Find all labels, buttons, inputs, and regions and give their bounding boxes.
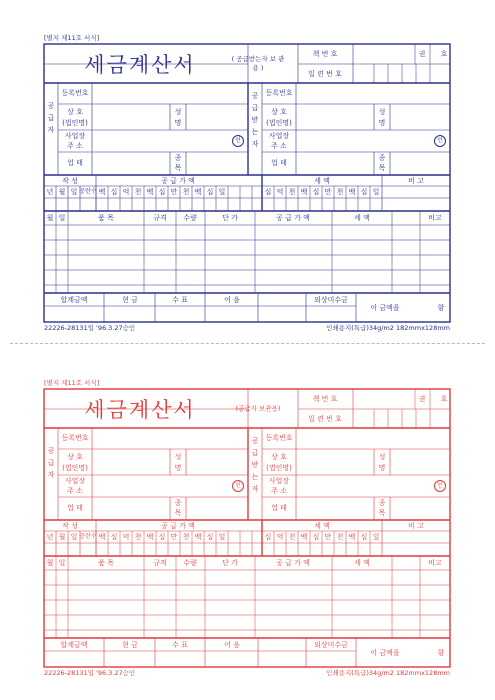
- item-header-label: 공 급 가 액: [276, 559, 310, 567]
- supplier-name-label-2: 명: [174, 464, 182, 472]
- supplier-seal-mark: 인: [232, 135, 244, 147]
- tax-digit-label: 천: [288, 533, 296, 541]
- recipient-vertical-label: 공급받는자: [251, 92, 259, 148]
- recipient-seal-mark: 인: [434, 480, 446, 492]
- tax-digit-label: 십: [312, 533, 320, 541]
- day-label: 일: [70, 188, 78, 196]
- month-label: 월: [58, 188, 66, 196]
- note-label: 어 음: [224, 296, 240, 304]
- item-header-label: 품 목: [98, 214, 114, 222]
- check-label: 수 표: [172, 296, 188, 304]
- tax-header: 세 액: [314, 522, 330, 530]
- recipient-item-label-1: 종: [378, 154, 386, 162]
- tax-digit-label: 일: [372, 188, 380, 196]
- invoice-title: 세금계산서: [84, 398, 196, 422]
- item-header-label: 규격: [153, 214, 167, 222]
- supplier-address-label-2: 주 소: [67, 142, 83, 150]
- tax-digit-label: 십: [264, 188, 272, 196]
- supply-digit-label: 백: [194, 188, 202, 196]
- item-label: 호: [440, 50, 448, 58]
- supplier-business-type-label: 업 태: [67, 504, 83, 512]
- supply-digit-label: 십: [158, 188, 166, 196]
- tax-digit-label: 십: [312, 188, 320, 196]
- supply-digit-label: 천: [182, 188, 190, 196]
- approval-text: 22226-28131일 '96.3.27승인: [44, 669, 136, 677]
- supplier-business-name-label: 상 호: [67, 108, 83, 116]
- amount-phrase-label: 이 금액을: [370, 304, 400, 312]
- volume-label: 권: [418, 50, 426, 58]
- year-label: 년: [46, 533, 54, 541]
- item-header-label: 품 목: [98, 559, 114, 567]
- recipient-name-label-2: 명: [378, 464, 386, 472]
- item-header-label: 일: [58, 214, 66, 222]
- supply-value-header: 공 급 가 액: [161, 522, 195, 530]
- supplier-seal-mark: 인: [232, 480, 244, 492]
- cut-line: [10, 343, 485, 344]
- serial-number-label: 일 련 번 호: [308, 70, 342, 78]
- supplier-name-label-1: 성: [174, 453, 182, 461]
- item-header-label: 비고: [428, 559, 442, 567]
- receipt-label: 함: [437, 304, 445, 312]
- supply-digit-label: 십: [110, 188, 118, 196]
- tax-digit-label: 천: [336, 533, 344, 541]
- supply-digit-label: 천: [134, 533, 142, 541]
- volume-label: 권: [418, 395, 426, 403]
- recipient-vertical-label: 공급받는자: [251, 437, 259, 493]
- recipient-item-label-1: 종: [378, 499, 386, 507]
- supply-digit-label: 백: [98, 188, 106, 196]
- amount-phrase-label: 이 금액을: [370, 649, 400, 657]
- supply-digit-label: 십: [158, 533, 166, 541]
- paper-spec-text: 인쇄용지(특급)34g/m2 182mmx128mm: [326, 324, 450, 332]
- tax-digit-label: 백: [348, 188, 356, 196]
- item-header-label: 월: [46, 214, 54, 222]
- tax-digit-label: 십: [360, 533, 368, 541]
- supply-digit-label: 십: [110, 533, 118, 541]
- supplier-name-label-2: 명: [174, 119, 182, 127]
- tax-digit-label: 억: [276, 188, 284, 196]
- item-header-label: 비고: [428, 214, 442, 222]
- book-number-label: 책 번 호: [312, 50, 338, 58]
- supply-value-header: 공 급 가 액: [161, 177, 195, 185]
- book-number-label: 책 번 호: [312, 395, 338, 403]
- item-header-label: 수량: [183, 559, 197, 567]
- recipient-business-type-label: 업 태: [271, 159, 287, 167]
- recipient-name-label-1: 성: [378, 108, 386, 116]
- day-label: 일: [70, 533, 78, 541]
- item-header-label: 공 급 가 액: [276, 214, 310, 222]
- item-header-label: 세 액: [354, 559, 370, 567]
- tax-digit-label: 십: [264, 533, 272, 541]
- tax-digit-label: 십: [360, 188, 368, 196]
- month-label: 월: [58, 533, 66, 541]
- date-header: 작 성: [62, 522, 78, 530]
- supply-digit-label: 천: [182, 533, 190, 541]
- note-label: 어 음: [224, 641, 240, 649]
- item-label: 호: [440, 395, 448, 403]
- copy-type-label: (공급자 보관용): [235, 404, 281, 413]
- form-number-label: [별지 제11호 서식]: [44, 379, 100, 387]
- recipient-name-label-2: 명: [378, 119, 386, 127]
- tax-digit-label: 만: [324, 533, 332, 541]
- receipt-label: 함: [437, 649, 445, 657]
- paper-spec-text: 인쇄용지(특급)34g/m2 182mmx128mm: [326, 669, 450, 677]
- supplier-business-name-label: 상 호: [67, 453, 83, 461]
- supplier-item-label-2: 목: [174, 509, 182, 517]
- supplier-address-label-2: 주 소: [67, 487, 83, 495]
- supply-digit-label: 백: [194, 533, 202, 541]
- recipient-business-type-label: 업 태: [271, 504, 287, 512]
- copy-type-label: ( 공급받는자 보 관 용 ): [231, 55, 285, 72]
- supply-digit-label: 일: [218, 533, 226, 541]
- recipient-corp-name-label: (법인명): [266, 464, 292, 472]
- tax-digit-label: 일: [372, 533, 380, 541]
- supplier-address-label-1: 사업장: [64, 132, 86, 140]
- tax-digit-label: 백: [300, 188, 308, 196]
- cash-label: 현 금: [122, 641, 138, 649]
- supplier-item-label-1: 종: [174, 154, 182, 162]
- tax-digit-label: 백: [348, 533, 356, 541]
- supplier-vertical-label: 공급자: [47, 102, 55, 134]
- supply-digit-label: 일: [218, 188, 226, 196]
- supply-digit-label: 백: [98, 533, 106, 541]
- supplier-name-label-1: 성: [174, 108, 182, 116]
- tax-digit-label: 백: [300, 533, 308, 541]
- supplier-corp-name-label: (법인명): [62, 464, 88, 472]
- recipient-item-label-2: 목: [378, 164, 386, 172]
- item-header-label: 단 가: [222, 214, 238, 222]
- invoice-title: 세금계산서: [84, 53, 196, 77]
- supplier-vertical-label: 공급자: [47, 447, 55, 479]
- supplier-reg-no-label: 등록번호: [61, 434, 89, 442]
- tax-header: 세 액: [314, 177, 330, 185]
- tax-invoice-supplier-copy: [0, 345, 495, 685]
- item-header-label: 월: [46, 559, 54, 567]
- recipient-address-label-1: 사업장: [268, 477, 290, 485]
- date-header: 작 성: [62, 177, 78, 185]
- serial-number-label: 일 련 번 호: [308, 415, 342, 423]
- check-label: 수 표: [172, 641, 188, 649]
- form-outer-border: [44, 389, 450, 667]
- tax-digit-label: 만: [324, 188, 332, 196]
- recipient-item-label-2: 목: [378, 509, 386, 517]
- blank-count-label: 공란수: [79, 188, 97, 195]
- recipient-name-label-1: 성: [378, 453, 386, 461]
- item-header-label: 규격: [153, 559, 167, 567]
- item-header-label: 수량: [183, 214, 197, 222]
- supplier-reg-no-label: 등록번호: [61, 89, 89, 97]
- form-outer-border: [44, 44, 450, 322]
- total-amount-label: 합계금액: [60, 296, 88, 304]
- tax-invoice-recipient-copy: [0, 0, 495, 340]
- supply-digit-label: 만: [170, 533, 178, 541]
- supplier-business-type-label: 업 태: [67, 159, 83, 167]
- cash-label: 현 금: [122, 296, 138, 304]
- recipient-address-label-2: 주 소: [271, 142, 287, 150]
- supply-digit-label: 억: [122, 533, 130, 541]
- supplier-item-label-1: 종: [174, 499, 182, 507]
- credit-label: 외상미수금: [314, 296, 348, 304]
- supplier-address-label-1: 사업장: [64, 477, 86, 485]
- recipient-corp-name-label: (법인명): [266, 119, 292, 127]
- item-header-label: 세 액: [354, 214, 370, 222]
- supply-digit-label: 백: [146, 188, 154, 196]
- year-label: 년: [46, 188, 54, 196]
- item-header-label: 일: [58, 559, 66, 567]
- supply-digit-label: 십: [206, 188, 214, 196]
- supply-digit-label: 백: [146, 533, 154, 541]
- credit-label: 외상미수금: [314, 641, 348, 649]
- recipient-reg-no-label: 등록번호: [265, 434, 293, 442]
- supply-digit-label: 십: [206, 533, 214, 541]
- form-number-label: [별지 제11호 서식]: [44, 34, 100, 42]
- remarks-header: 비 고: [408, 522, 424, 530]
- supply-digit-label: 억: [122, 188, 130, 196]
- tax-digit-label: 천: [288, 188, 296, 196]
- recipient-reg-no-label: 등록번호: [265, 89, 293, 97]
- supply-digit-label: 천: [134, 188, 142, 196]
- approval-text: 22226-28131일 '96.3.27승인: [44, 324, 136, 332]
- recipient-address-label-1: 사업장: [268, 132, 290, 140]
- total-amount-label: 합계금액: [60, 641, 88, 649]
- item-header-label: 단 가: [222, 559, 238, 567]
- tax-digit-label: 억: [276, 533, 284, 541]
- tax-digit-label: 천: [336, 188, 344, 196]
- supplier-corp-name-label: (법인명): [62, 119, 88, 127]
- blank-count-label: 공란수: [79, 533, 97, 540]
- supplier-item-label-2: 목: [174, 164, 182, 172]
- recipient-address-label-2: 주 소: [271, 487, 287, 495]
- recipient-business-name-label: 상 호: [271, 453, 287, 461]
- recipient-seal-mark: 인: [434, 135, 446, 147]
- recipient-business-name-label: 상 호: [271, 108, 287, 116]
- supply-digit-label: 만: [170, 188, 178, 196]
- remarks-header: 비 고: [408, 177, 424, 185]
